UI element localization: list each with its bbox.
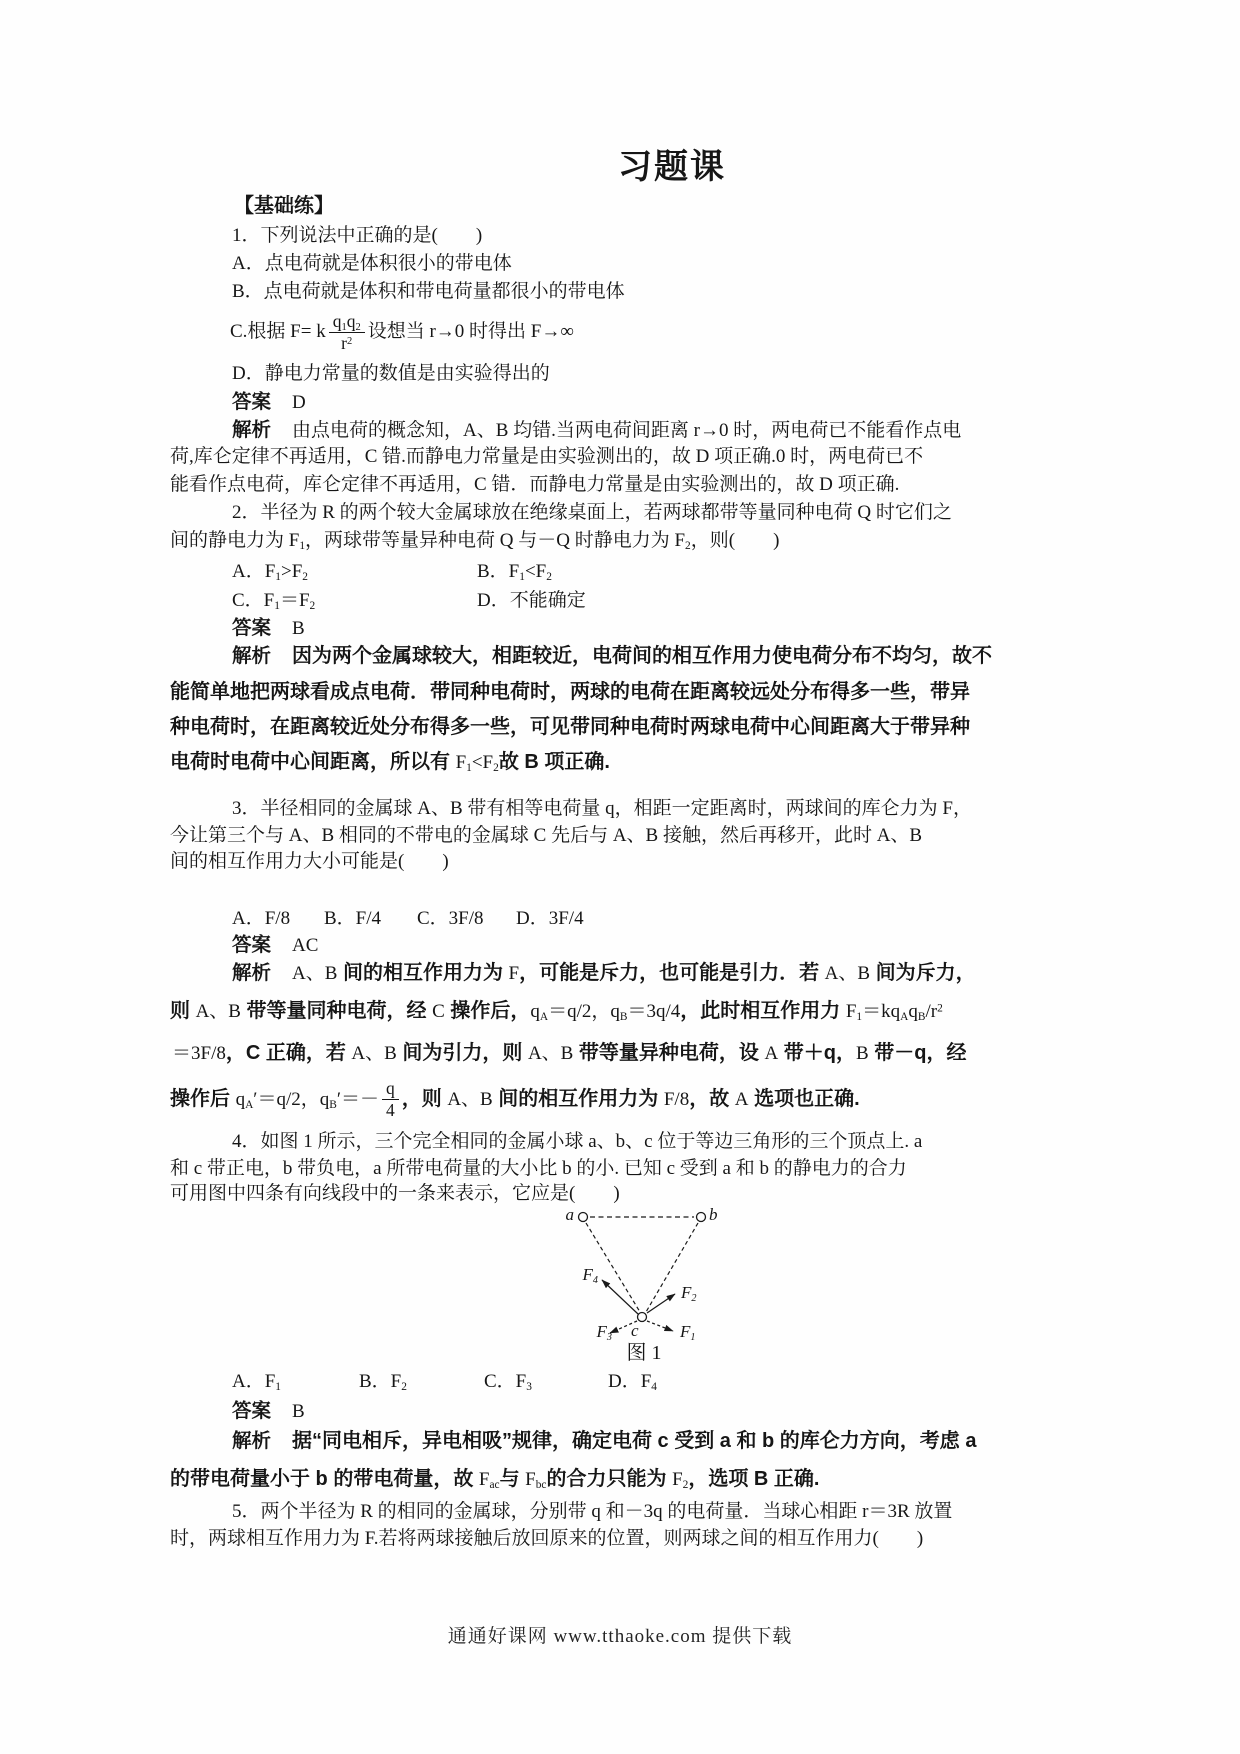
q1-answer-value: D [292,392,306,413]
q3-analysis-line-2: 则 A、B 带等量同种电荷，经 C 操作后，$q_A=q/2$，$q_B=3q/4$，此时相互作用力 $F_1=kq_Aq_B/r^2$ [170,1000,943,1024]
q1-stem: 1．下列说法中正确的是( ) [232,225,483,246]
answer-label: 答案 [232,391,272,413]
q1-option-c [230,306,574,358]
q4-options-row [232,1371,657,1393]
q1-option-a: A．点电荷就是体积很小的带电体 [232,253,512,274]
q3-answer-row [232,934,318,957]
q2-options-row-1 [232,561,552,583]
q3-option-b: B．F/4 [324,908,382,929]
section-header: 【基础练】 [234,195,334,217]
analysis-text: 因为两个金属球较大，相距较近，电荷间的相互作用力使电荷分布不均匀，故不 [292,645,992,667]
q2-analysis-line-1 [232,645,992,668]
fraction [382,1079,399,1119]
analysis-label: 解析 [232,419,272,441]
q2-answer-value: B [292,618,305,639]
q4-option-d: D．$F_4$ [608,1371,657,1394]
q4-stem-line-3: 可用图中四条有向线段中的一条来表示，它应是( ) [170,1183,620,1204]
q4-stem-line-2: 和 c 带正电，b 带负电，a 所带电荷量的大小比 b 的小. 已知 c 受到 a 和 b 的静电力的合力 [170,1158,907,1179]
q4-option-a: A．$F_1$ [232,1371,281,1394]
q1-analysis-line-3: 能看作点电荷，库仑定律不再适用，C 错．而静电力常量是由实验测出的，故 D 项正确. [170,474,900,495]
analysis-label: 解析 [232,1430,272,1452]
fraction-denominator: $r^2$ [341,332,353,353]
q3-option-c: C．3F/8 [417,908,484,929]
q1-answer-row [232,391,306,414]
q3-stem-line-1: 3．半径相同的金属球 A、B 带有相等电荷量 q，相距一定距离时，两球间的库仑力为 F， [232,798,972,819]
charge-a-label: a [565,1205,574,1224]
q3-options-row [232,908,584,930]
q1-analysis-line-1 [232,419,961,442]
charge-b-label: b [709,1205,718,1224]
q1-analysis-line-2: 荷,库仑定律不再适用，C 错.而静电力常量是由实验测出的，故 D 项正确.0 时，两电荷已不 [170,446,924,467]
q4-analysis-line-2: 的带电荷量小于 b 的带电荷量，故 $F_{ac}$与 $F_{bc}$的合力只能为 $F_2$，选项 B 正确. [170,1468,820,1492]
q4-option-c: C．$F_3$ [484,1371,532,1394]
q5-stem-line-2: 时，两球相互作用力为 F.若将两球接触后放回原来的位置，则两球之间的相互作用力( ) [170,1528,924,1549]
q2-option-c: C．$F_1=F_2$ [232,590,316,613]
q3-analysis-line-1 [232,962,976,985]
q3-option-d: D．3F/4 [516,908,584,929]
q2-analysis-line-3: 种电荷时，在距离较近处分布得多一些，可见带同种电荷时两球电荷中心间距离大于带异种 [170,716,970,738]
q3-stem-line-3: 间的相互作用力大小可能是( ) [170,851,449,872]
q4-option-b: B．$F_2$ [359,1371,407,1394]
fraction-numerator: $q_1q_2$ [329,312,365,332]
answer-label: 答案 [232,617,272,639]
force-f4-label: $F_4$ [582,1265,598,1286]
q3-option-a: A．F/8 [232,908,291,929]
q2-option-a: A．$F_1>F_2$ [232,561,308,584]
force-arrow-f1 [647,1321,673,1331]
q1-option-b: B．点电荷就是体积和带电荷量都很小的带电体 [232,281,625,302]
fraction-numerator: q [382,1079,399,1099]
analysis-text: 由点电荷的概念知，A、B 均错.当两电荷间距离 r→0 时，两电荷已不能看作点电 [292,420,962,441]
force-arrow-f4 [602,1280,638,1314]
force-f3-label: $F_3$ [596,1322,612,1343]
q5-stem-line-1: 5．两个半径为 R 的相同的金属球，分别带 q 和－3q 的电荷量．当球心相距 r＝3R 放置 [232,1501,953,1522]
q3-stem-line-2: 今让第三个与 A、B 相同的不带电的金属球 C 先后与 A、B 接触，然后再移开，此时 A、B [170,825,923,846]
force-f2-label: $F_2$ [681,1283,697,1304]
q1-option-c-suffix: 设想当 r→0 时得出 F→∞ [367,321,574,342]
q2-option-b: B．$F_1<F_2$ [477,561,552,584]
q2-option-d: D．不能确定 [477,590,586,611]
q3-answer-value: AC [292,935,319,956]
answer-label: 答案 [232,1400,272,1422]
q3-analysis-line-4 [170,1076,860,1122]
figure-caption: 图 1 [626,1342,662,1364]
q2-stem-line-1: 2．半径为 R 的两个较大金属球放在绝缘桌面上，若两球都带等量同种电荷 Q 时它们之 [232,502,952,523]
analysis-label: 解析 [232,962,272,984]
analysis-label: 解析 [232,645,272,667]
fraction-denominator: 4 [386,1099,395,1120]
q2-answer-row [232,617,305,640]
footer-credit: 通通好课网 www.tthaoke.com 提供下载 [447,1626,793,1647]
analysis-text: 据“同电相斥，异电相吸”规律，确定电荷 c 受到 a 和 b 的库仑力方向，考虑 a [292,1430,977,1452]
q2-analysis-line-2: 能简单地把两球看成点电荷．带同种电荷时，两球的电荷在距离较远处分布得多一些，带异 [170,681,970,703]
analysis-text: 操作后 $q_A'=q/2$，$q_B'=-$ [170,1087,380,1111]
q1-option-d: D．静电力常量的数值是由实验得出的 [232,363,550,384]
q4-analysis-line-1 [232,1430,976,1453]
q2-analysis-line-4: 电荷时电荷中心间距离，所以有 $F_1<F_2$故 B 项正确. [170,751,610,775]
q4-stem-line-1: 4．如图 1 所示，三个完全相同的金属小球 a、b、c 位于等边三角形的三个顶点上. a [232,1131,923,1152]
q4-answer-value: B [292,1401,305,1422]
q4-answer-row [232,1400,305,1423]
charge-a-circle [579,1213,588,1222]
q2-options-row-2 [232,590,586,612]
analysis-text: A、B 间的相互作用力为 F，可能是斥力，也可能是引力．若 A、B 间为斥力， [292,962,976,984]
q3-analysis-line-3: ＝3F/8，C 正确，若 A、B 间为引力，则 A、B 带等量异种电荷，设 A 带＋q，B 带－q，经 [172,1042,967,1064]
answer-label: 答案 [232,934,272,956]
force-f1-label: $F_1$ [680,1322,696,1343]
page-title: 习题课 [618,149,726,186]
analysis-text: ，则 A、B 间的相互作用力为 F/8，故 A 选项也正确. [401,1087,860,1110]
fraction [329,312,365,352]
charge-c-label: c [631,1321,639,1340]
q1-option-c-prefix: C.根据 F= k [230,321,326,342]
q2-stem-line-2: 间的静电力为 $F_1$，两球带等量异种电荷 Q 与－Q 时静电力为 $F_2$，则( ) [170,530,780,553]
charge-b-circle [697,1213,706,1222]
